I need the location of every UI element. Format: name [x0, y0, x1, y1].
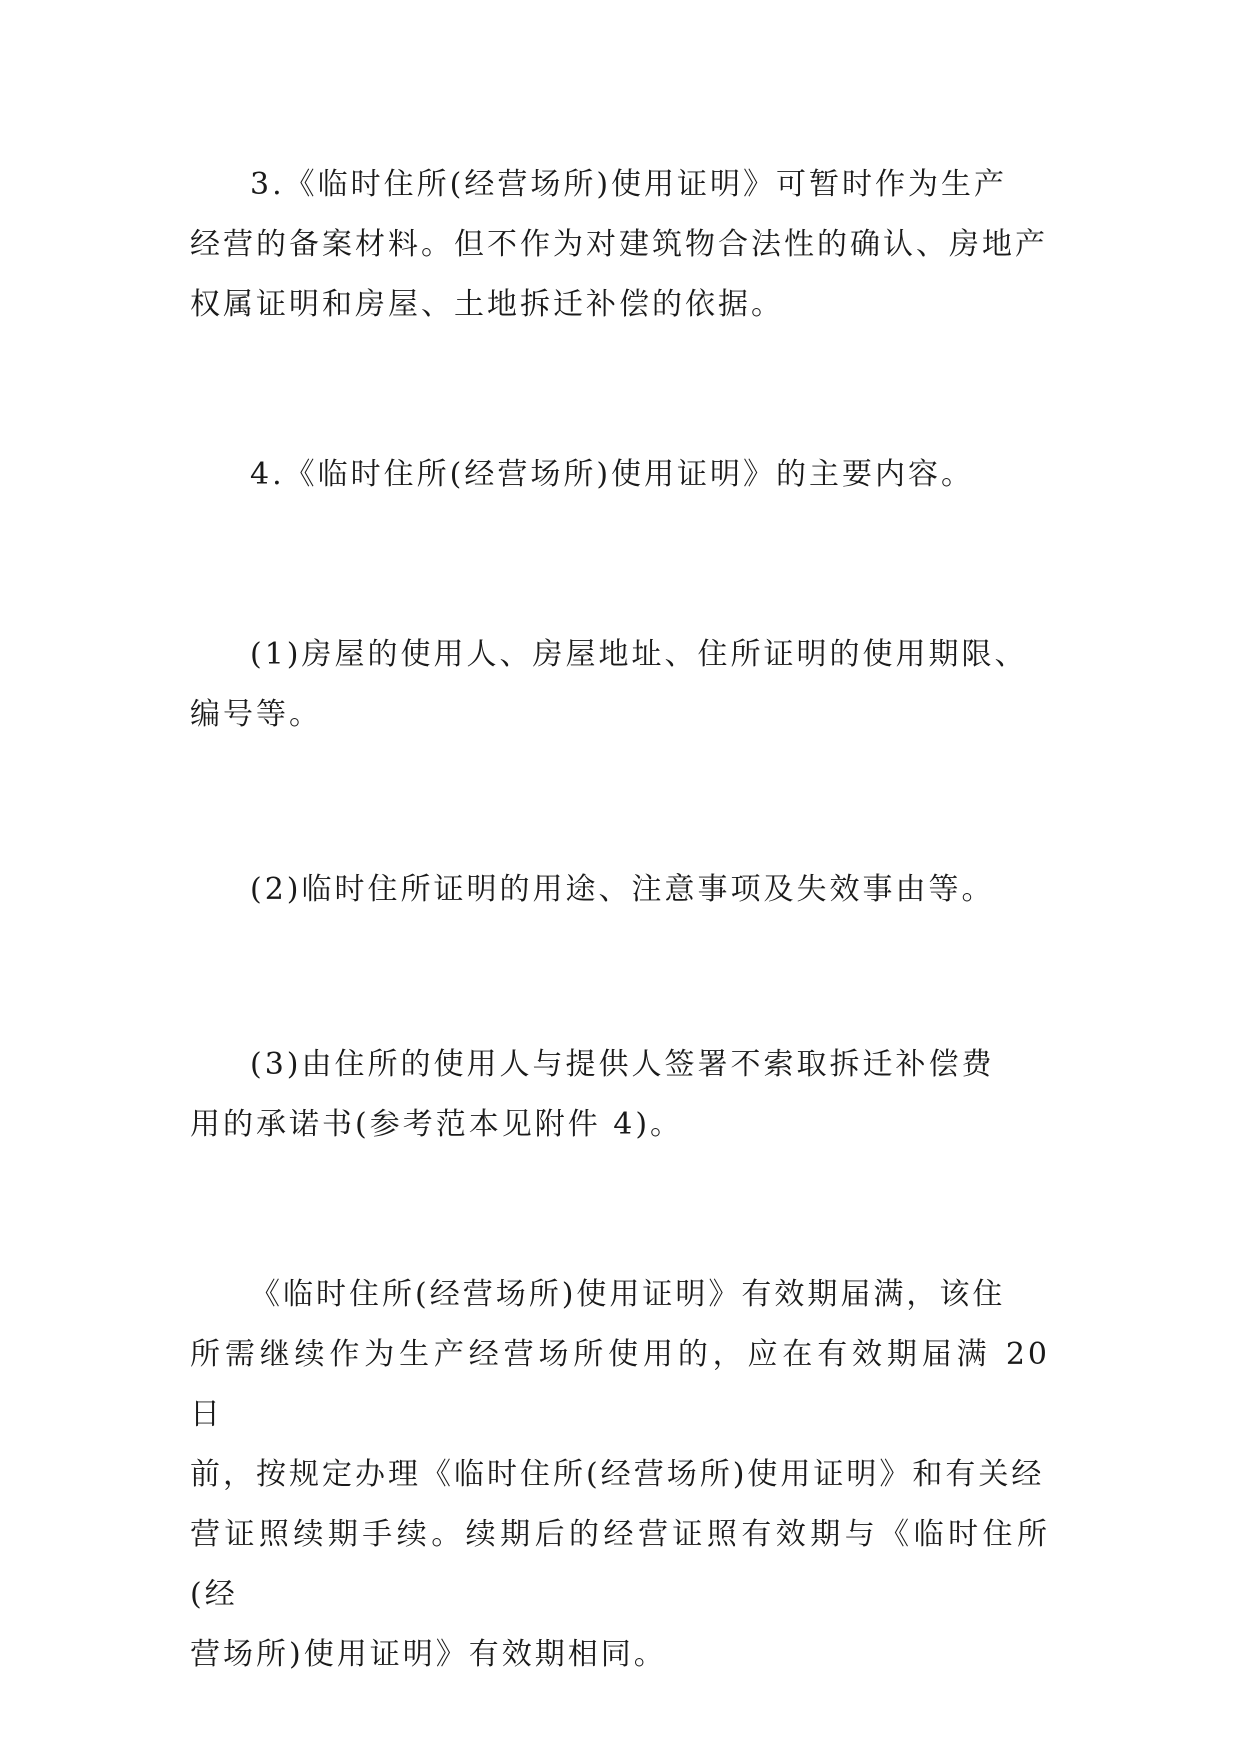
paragraph-line: 经营的备案材料。但不作为对建筑物合法性的确认、房地产 — [190, 227, 1048, 262]
paragraph-subitem-1 — [190, 625, 1050, 745]
paragraph-line: 《临时住所(经营场所)使用证明》有效期届满，该住 — [250, 1277, 1006, 1312]
paragraph-subitem-3 — [190, 1035, 1050, 1155]
paragraph-line: (3)由住所的使用人与提供人签署不索取拆迁补偿费 — [250, 1047, 995, 1082]
paragraph-line: 3.《临时住所(经营场所)使用证明》可暂时作为生产 — [250, 167, 1008, 202]
paragraph-item-4 — [190, 445, 1050, 505]
paragraph-line: 所需继续作为生产经营场所使用的，应在有效期届满 20 日 — [190, 1337, 1050, 1432]
paragraph-line: 4.《临时住所(经营场所)使用证明》的主要内容。 — [250, 457, 975, 492]
paragraph-line: 权属证明和房屋、土地拆迁补偿的依据。 — [190, 287, 784, 322]
paragraph-item-3 — [190, 155, 1050, 335]
paragraph-line: 用的承诺书(参考范本见附件 4)。 — [190, 1107, 684, 1142]
paragraph-validity-renewal — [190, 1265, 1050, 1685]
paragraph-line: 编号等。 — [190, 697, 322, 732]
paragraph-line: 前，按规定办理《临时住所(经营场所)使用证明》和有关经 — [190, 1457, 1045, 1492]
paragraph-line: 营场所)使用证明》有效期相同。 — [190, 1637, 667, 1672]
paragraph-line: 营证照续期手续。续期后的经营证照有效期与《临时住所(经 — [190, 1517, 1050, 1612]
paragraph-line: (1)房屋的使用人、房屋地址、住所证明的使用期限、 — [250, 637, 1028, 672]
paragraph-line: (2)临时住所证明的用途、注意事项及失效事由等。 — [250, 872, 995, 907]
paragraph-subitem-2 — [190, 860, 1050, 920]
